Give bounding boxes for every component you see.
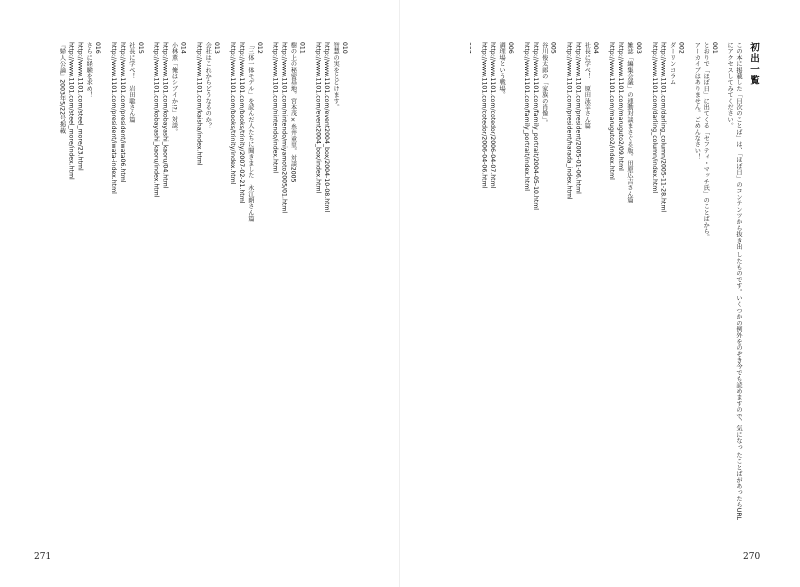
- entry-number: 013: [213, 42, 221, 54]
- url-line: http://www.1101.com/family_portrait/index.html: [522, 42, 530, 191]
- entry-011: [270, 42, 306, 522]
- title-line: 会社はこれからどうなるのか？: [204, 42, 212, 129]
- entry-014: [151, 42, 187, 522]
- entry-number: [470, 42, 471, 522]
- url-line: http://www.1101.com/president/iwata06.html: [118, 42, 126, 183]
- url-line: http://www.1101.com/books/trinity/index.html: [229, 42, 237, 185]
- right-page: [400, 0, 800, 587]
- title-line: 樹の上の秘密基地。宮本茂×糸井重里。対談2005: [289, 42, 297, 183]
- title-line: 智慧の実をとどけます。: [332, 42, 340, 111]
- intro-line: この本に掲載した「目次のことば」は、「ほぼ日」のコンテンツから抜き出: [735, 42, 742, 250]
- entry-015: [108, 42, 144, 522]
- url-line: http://www.1101.com/president/iwata-index.html: [110, 42, 118, 194]
- entry-013: [193, 42, 220, 522]
- entry-number: 006: [506, 42, 514, 54]
- title-line: 谷川俊太郎の「家族の肖像」。: [540, 42, 548, 126]
- url-line: http://www.1101.com/president/harada_index.html: [565, 42, 573, 200]
- entry-007: [470, 42, 471, 522]
- entry-003: [606, 42, 642, 522]
- entry-001: [691, 42, 718, 522]
- url-line: http://www.1101.com/steel_more/index.html: [67, 42, 75, 180]
- left-text-block: [58, 42, 348, 522]
- title-line: 調理場という戦場。: [498, 42, 506, 98]
- url-line: http://www.1101.com/event2004_box/index.html: [314, 42, 322, 194]
- right-text-block: [470, 42, 760, 522]
- entry-number: 015: [136, 42, 144, 54]
- entry-006: [478, 42, 514, 522]
- url-line: http://www.1101.com/family_portrait/2004-05-10.html: [531, 42, 539, 211]
- page-number-left: 271: [34, 552, 52, 562]
- title-line: さらに経験を求め！: [85, 42, 93, 98]
- title-line: 社長に学べ！ 岩田聡さん篇: [127, 42, 135, 123]
- url-line: http://www.1101.com/cotedor/2006-04-06.html: [480, 42, 488, 189]
- entry-016: [58, 42, 101, 522]
- entry-number: 001: [711, 42, 719, 54]
- entry-number: 010: [341, 42, 348, 54]
- url-line: http://www.1101.com/kaisha/index.html: [195, 42, 203, 166]
- title-line: 雑誌「編集会議」の連動対談まさぐる版。田原広吉さん篇: [625, 42, 633, 204]
- entry-010: [312, 42, 348, 522]
- url-line: http://www.1101.com/kobayashi_kaoru/index.html: [152, 42, 160, 198]
- entry-005: [521, 42, 557, 522]
- url-line: http://www.1101.com/darling_column/index.html: [650, 42, 658, 194]
- title-line: ダーリンコラム: [668, 42, 676, 86]
- intro-line: たことばがあったらURLにアクセスしてみてください。: [726, 42, 742, 521]
- url-line: http://www.1101.com/event2004_box/2004-10-08.html: [323, 42, 331, 213]
- intro-note-line: アーカイブはありません。ごめんなさい！: [693, 42, 701, 160]
- url-line: http://www.1101.com/steel_more/23.html: [76, 42, 84, 171]
- entry-number: 005: [549, 42, 557, 54]
- entry-012: [227, 42, 263, 522]
- entry-number: 002: [677, 42, 685, 54]
- title-line: 社長に学べ！ 原田泳幸さん篇: [583, 42, 591, 129]
- page-number-right: 270: [743, 552, 761, 562]
- entry-number: 004: [592, 42, 600, 54]
- url-line: http://www.1101.com/cotedor/2006-04-07.html: [489, 42, 497, 189]
- intro-note-line: とおりで「ほぼ日」に出てくる「セフティ・マッチ氏」のことばから。: [702, 42, 710, 241]
- url-line: http://www.1101.com/maruguto2/index.html: [608, 42, 616, 180]
- url-line: http://www.1101.com/nintendo/miyamoto2005/01.html: [280, 42, 288, 214]
- title-line: 「三体一体モデル」を読んだ人たちに聞きました 永江朗さん篇: [246, 42, 254, 222]
- entry-number: 003: [634, 42, 642, 54]
- entry-number: 011: [298, 42, 306, 54]
- title-line: 小林薫「俺はシブイか!?」対談。: [170, 42, 178, 135]
- url-line: http://www.1101.com/nintendo/index.html: [271, 42, 279, 174]
- intro-line: したものです。いくつかの例外をのぞき今でも読めますので、気になっ: [735, 251, 742, 451]
- url-line: http://www.1101.com/books/trinity/2007-02-21.html: [237, 42, 245, 204]
- entry-number: 014: [179, 42, 187, 54]
- entry-number: 012: [255, 42, 263, 54]
- entry-004: [564, 42, 600, 522]
- url-line: http://www.1101.com/maruguto2/09.html: [617, 42, 625, 171]
- url-line: http://www.1101.com/kobayashi_kaoru/04.html: [161, 42, 169, 189]
- title-line: 『婦人公論』2003年5/22号掲載: [58, 42, 66, 134]
- entry-002: [649, 42, 685, 522]
- url-line: http://www.1101.com/darling_column/2005-11-28.html: [659, 42, 667, 213]
- url-line: http://www.1101.com/president/2005-01-06.html: [574, 42, 582, 194]
- entry-number: 016: [94, 42, 102, 54]
- heading: 初出一覧: [748, 42, 759, 86]
